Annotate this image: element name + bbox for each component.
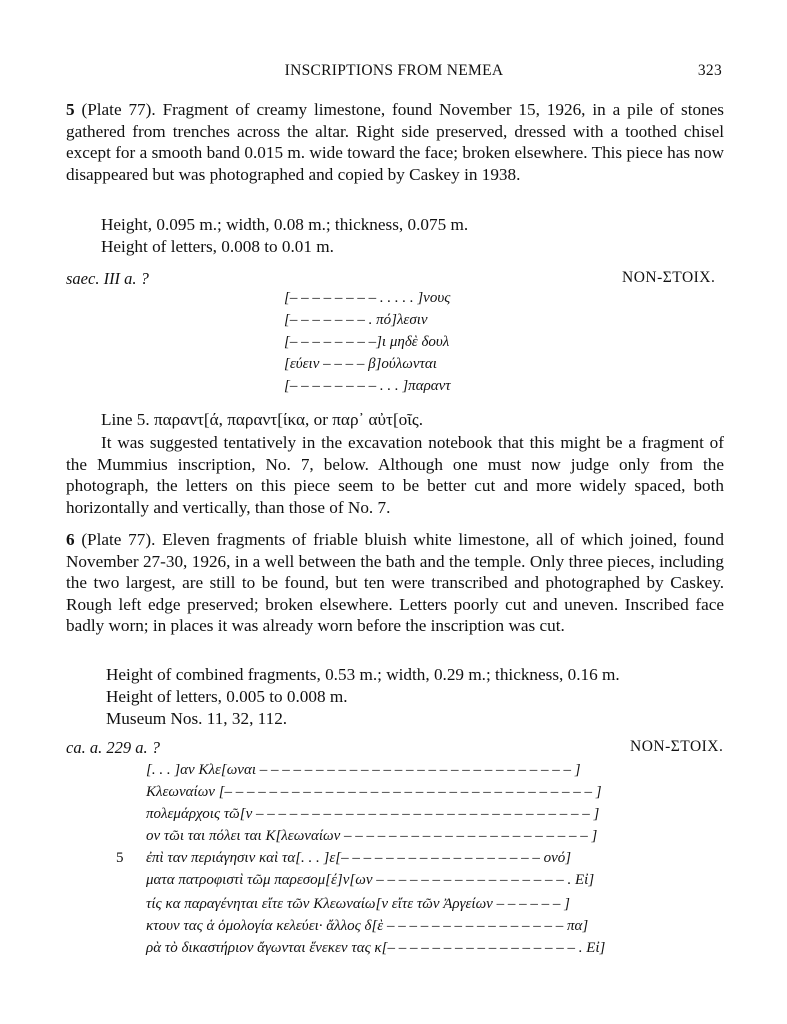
entry-6-stoichedon-label: NON-ΣΤΟΙΧ. <box>630 738 724 755</box>
entry-5-line-note: Line 5. παραντ[ά, παραντ[ίκα, or παρ᾽ αὐτ[οῖς. <box>101 410 424 429</box>
entry-5-text-line: [– – – – – – – – . . . . . ]νους <box>284 290 451 306</box>
entry-5-stoichedon-label: NON-ΣΤΟΙΧ. <box>622 269 716 286</box>
entry-6-description <box>66 529 724 637</box>
entry-6-text-line: ματα πατροφιστὶ τῶμ παρεσομ[έ]ν[ων – – – – – – – – – – – – – – – – – . Εἰ] <box>146 872 595 888</box>
entry-5-commentary: It was suggested tentatively in the excavation notebook that this might be a fragment of the Mummius inscription, No. 7, below. Although one must now judge only from the photograph, the letters on this piece seem to be better cut and more widely spaced, both horizontally and vertically, than those of No. 7. <box>66 433 724 517</box>
entry-6-measurements <box>106 664 620 729</box>
entry-6-text-line: ον τῶι ται πόλει ται Κ[λεωναίων – – – – – – – – – – – – – – – – – – – – – – ] <box>146 828 598 844</box>
entry-6-text-line: κτουν τας ἁ ὁμολογία κελεύει· ἄλλος δ[ὲ – – – – – – – – – – – – – – – – πα] <box>146 918 589 934</box>
running-title: INSCRIPTIONS FROM NEMEA <box>284 62 504 79</box>
entry-6-museum-numbers: Museum Nos. 11, 32, 112. <box>106 708 288 728</box>
entry-5-description <box>66 99 724 185</box>
entry-6-text-line: τίς κα παραγένηται εἴτε τῶν Κλεωναίω[ν εἴτε τῶν Ἀργείων – – – – – – ] <box>146 896 570 912</box>
entry-6-description-text: (Plate 77). Eleven fragments of friable bluish white limestone, all of which joined, found November 27-30, 1926, in a well between the bath and the temple. Only three pieces, including the two largest, are still to be found, but ten were transcribed and photographed by Caskey. Rough left edge preserved; broken elsewhere. Letters poorly cut and uneven. Inscribed face badly worn; in places it was already worn before the inscription was cut. <box>66 530 724 636</box>
entry-5-letter-height: Height of letters, 0.008 to 0.01 m. <box>101 236 334 256</box>
entry-6-text-line: Κλεωναίων [– – – – – – – – – – – – – – – – – – – – – – – – – – – – – – – – – ] <box>146 784 602 800</box>
entry-6-text-line: [. . . ]αν Κλε[ωναι – – – – – – – – – – – – – – – – – – – – – – – – – – – – ] <box>146 762 581 778</box>
entry-5-number: 5 <box>66 100 75 119</box>
entry-6-number: 6 <box>66 530 75 549</box>
running-header <box>66 62 722 86</box>
entry-6-letter-height: Height of letters, 0.005 to 0.008 m. <box>106 686 348 706</box>
entry-5-text-line: [εύειν – – – – β]ούλωνται <box>284 356 437 372</box>
entry-5-measurements <box>101 214 468 258</box>
entry-5-description-text: (Plate 77). Fragment of creamy limestone, found November 15, 1926, in a pile of stones gathered from trenches across the altar. Right side preserved, dressed with a toothed chisel except for a smooth band 0.015 m. wide toward the face; broken elsewhere. This piece has now disappeared but was photographed and copied by Caskey in 1938. <box>66 100 724 184</box>
page-number: 323 <box>697 62 722 79</box>
entry-6-text-line: πολεμάρχοις τῶ[ν – – – – – – – – – – – – – – – – – – – – – – – – – – – – – – ] <box>146 806 600 822</box>
entry-5-text-line: [– – – – – – – – . . . ]παραντ <box>284 378 451 394</box>
entry-6-text-line: ρὰ τὸ δικαστήριον ἄγωνται ἕνεκεν τας κ[– – – – – – – – – – – – – – – – – . Εἰ] <box>146 940 606 956</box>
entry-6-text-line: ἐπὶ ταν περιάγησιν καὶ τα[. . . ]ε[– – – – – – – – – – – – – – – – – – ονό] <box>146 850 572 866</box>
entry-5-text-line: [– – – – – – – –]ι μηδὲ δουλ <box>284 334 450 350</box>
entry-5-text-line: [– – – – – – – . πό]λεσιν <box>284 312 428 328</box>
entry-5-dimensions: Height, 0.095 m.; width, 0.08 m.; thickness, 0.075 m. <box>101 215 469 234</box>
entry-5-inscription-text <box>284 288 514 398</box>
entry-6-inscription-text <box>112 760 672 960</box>
entry-6-line-number: 5 <box>116 850 124 866</box>
entry-6-date: ca. a. 229 a. ? <box>66 738 160 757</box>
entry-6-dimensions: Height of combined fragments, 0.53 m.; width, 0.29 m.; thickness, 0.16 m. <box>106 665 620 684</box>
entry-5-date: saec. III a. ? <box>66 269 149 288</box>
